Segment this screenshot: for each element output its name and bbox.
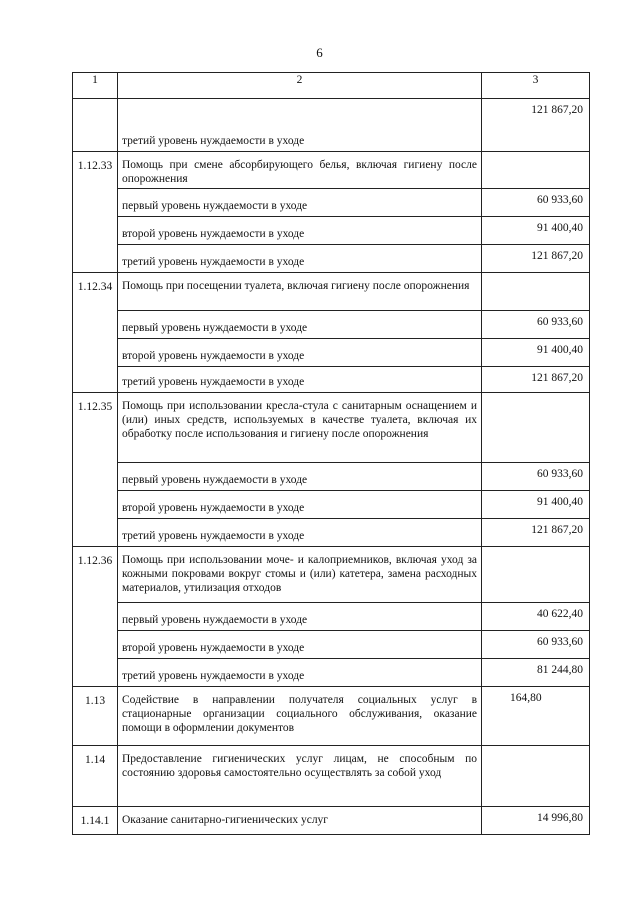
service-name: Помощь при смене абсорбирующего белья, включая гигиену после опорожнения — [118, 152, 482, 189]
service-name: Помощь при использовании моче- и калоприемников, включая уход за кожными покровами вокруг стомы и (или) катетера, замена расходных материалов, утилизация отходов — [118, 547, 482, 603]
level-row — [73, 217, 590, 245]
header-col-3: 3 — [482, 73, 590, 99]
service-name: Помощь при посещении туалета, включая гигиену после опорожнения — [118, 273, 482, 311]
price-value: 14 996,80 — [482, 807, 590, 835]
header-col-1: 1 — [73, 73, 118, 99]
level-row — [73, 189, 590, 217]
item-row — [73, 807, 590, 835]
service-name: Содействие в направлении получателя социальных услуг в стационарные организации социального обслуживания, оказание помощи в оформлении документов — [118, 687, 482, 746]
care-level-label: третий уровень нуждаемости в уходе — [118, 659, 482, 687]
item-row — [73, 687, 590, 746]
item-number: 1.12.34 — [73, 273, 118, 393]
price-value: 60 933,60 — [482, 189, 590, 217]
care-level-label: третий уровень нуждаемости в уходе — [118, 519, 482, 547]
price-value: 164,80 — [482, 687, 590, 746]
level-row — [73, 519, 590, 547]
care-level-label: второй уровень нуждаемости в уходе — [118, 631, 482, 659]
care-level-label: второй уровень нуждаемости в уходе — [118, 217, 482, 245]
item-row — [73, 393, 590, 463]
price-value: 60 933,60 — [482, 463, 590, 491]
care-level-label: первый уровень нуждаемости в уходе — [118, 189, 482, 217]
item-number: 1.14 — [73, 746, 118, 807]
item-number: 1.12.33 — [73, 152, 118, 273]
level-row — [73, 367, 590, 393]
level-row — [73, 99, 590, 152]
level-row — [73, 311, 590, 339]
item-number: 1.12.36 — [73, 547, 118, 687]
level-row — [73, 463, 590, 491]
price-value — [482, 746, 590, 807]
price-value — [482, 152, 590, 189]
level-row — [73, 631, 590, 659]
care-level-label: первый уровень нуждаемости в уходе — [118, 463, 482, 491]
price-value — [482, 393, 590, 463]
item-row — [73, 152, 590, 189]
price-value: 81 244,80 — [482, 659, 590, 687]
item-number: 1.14.1 — [73, 807, 118, 835]
services-table — [72, 72, 590, 835]
level-row — [73, 659, 590, 687]
level-row — [73, 603, 590, 631]
service-name: Оказание санитарно-гигиенических услуг — [118, 807, 482, 835]
item-number: 1.13 — [73, 687, 118, 746]
price-value: 121 867,20 — [482, 99, 590, 152]
care-level-label: первый уровень нуждаемости в уходе — [118, 311, 482, 339]
item-row — [73, 746, 590, 807]
care-level-label: второй уровень нуждаемости в уходе — [118, 339, 482, 367]
price-value: 121 867,20 — [482, 245, 590, 273]
care-level-label: третий уровень нуждаемости в уходе — [118, 367, 482, 393]
price-value: 91 400,40 — [482, 217, 590, 245]
care-level-label: третий уровень нуждаемости в уходе — [118, 245, 482, 273]
service-name: Помощь при использовании кресла-стула с санитарным оснащением и (или) иных средств, используемых в качестве туалета, включая их обработку после использования и гигиену после опорожнения — [118, 393, 482, 463]
price-value: 121 867,20 — [482, 367, 590, 393]
item-row — [73, 273, 590, 311]
price-value: 60 933,60 — [482, 631, 590, 659]
item-number — [73, 99, 118, 152]
level-row — [73, 491, 590, 519]
level-row — [73, 245, 590, 273]
page-number: 6 — [316, 45, 323, 60]
care-level-label: первый уровень нуждаемости в уходе — [118, 603, 482, 631]
price-value: 40 622,40 — [482, 603, 590, 631]
price-value — [482, 547, 590, 603]
price-value: 91 400,40 — [482, 339, 590, 367]
item-number: 1.12.35 — [73, 393, 118, 547]
price-value: 121 867,20 — [482, 519, 590, 547]
table-header-row — [73, 73, 590, 99]
price-value: 91 400,40 — [482, 491, 590, 519]
header-col-2: 2 — [118, 73, 482, 99]
item-row — [73, 547, 590, 603]
care-level-label: второй уровень нуждаемости в уходе — [118, 491, 482, 519]
service-name: Предоставление гигиенических услуг лицам, не способным по состоянию здоровья самостоятельно осуществлять за собой уход — [118, 746, 482, 807]
care-level-label: третий уровень нуждаемости в уходе — [118, 99, 482, 152]
price-value — [482, 273, 590, 311]
price-value: 60 933,60 — [482, 311, 590, 339]
level-row — [73, 339, 590, 367]
